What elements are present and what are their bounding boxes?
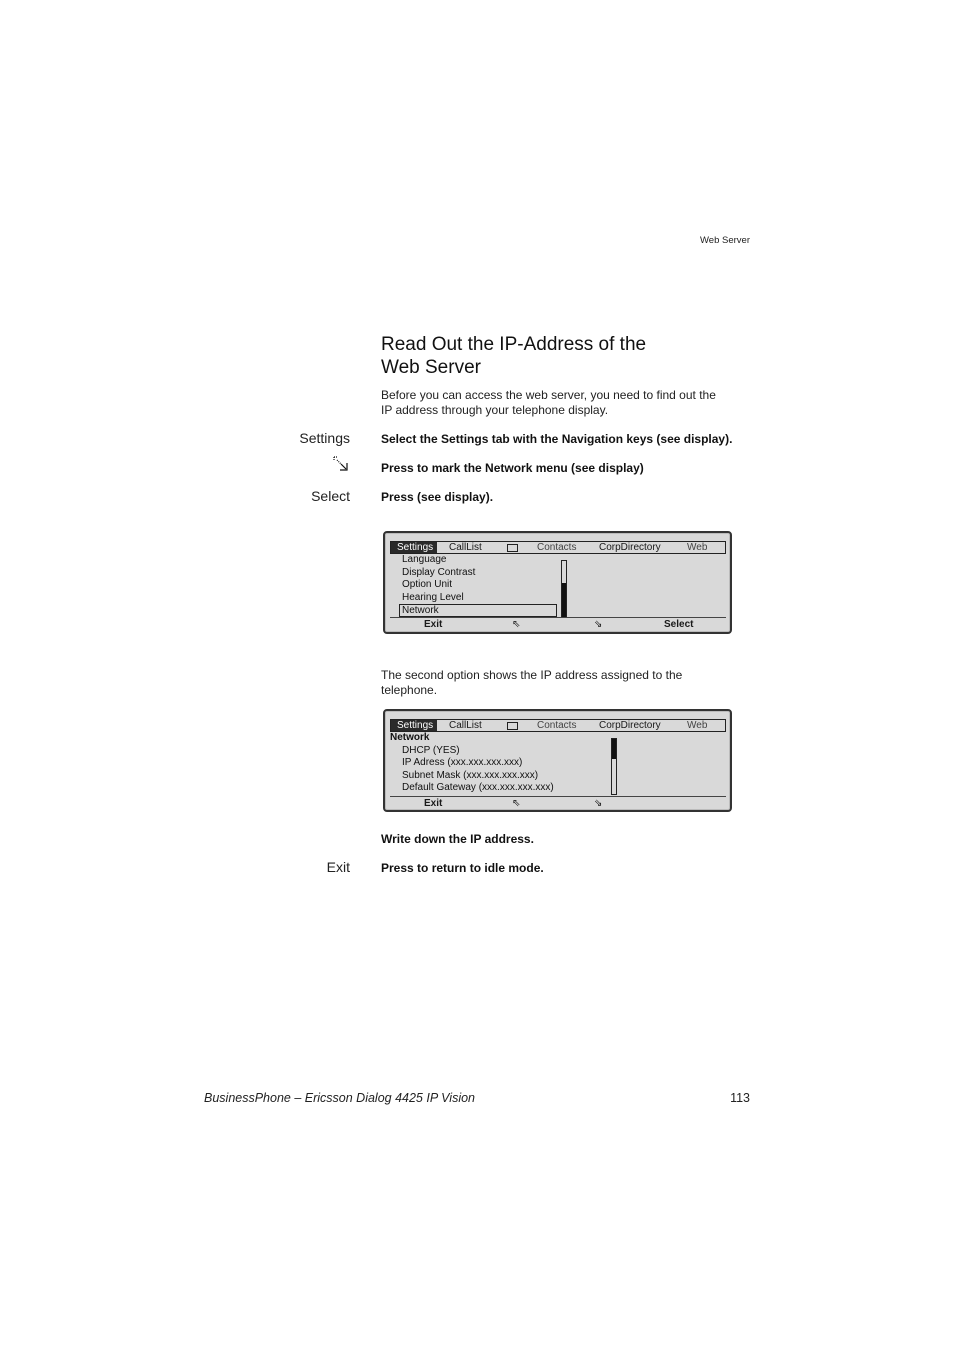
intro-line-2: IP address through your telephone display. (381, 402, 609, 417)
phone-display-settings (383, 531, 732, 634)
tab-corpdirectory[interactable]: CorpDirectory (599, 720, 661, 731)
menu-item-option-unit[interactable]: Option Unit (402, 579, 453, 590)
menu-item-hearing-level[interactable]: Hearing Level (402, 592, 464, 603)
navigation-down-icon (332, 455, 350, 473)
tab-contacts[interactable]: Contacts (537, 542, 577, 553)
title-line-1: Read Out the IP-Address of the (381, 334, 647, 355)
menu-item-default-gateway[interactable]: Default Gateway (xxx.xxx.xxx.xxx) (402, 782, 554, 793)
navigation-up-icon[interactable]: ⇖ (512, 619, 521, 630)
step-instruction: Press (see display). (381, 490, 494, 504)
softkey-select[interactable]: Select (664, 619, 694, 630)
menu-item-language[interactable]: Language (402, 554, 447, 565)
envelope-icon (507, 544, 518, 552)
menu-heading-network: Network (390, 732, 430, 743)
page-title (381, 333, 761, 379)
step-instruction: Select the Settings tab with the Navigation keys (see display). (381, 432, 733, 446)
scrollbar-thumb[interactable] (562, 583, 566, 617)
step-key-exit: Exit (326, 859, 350, 875)
second-option-text (381, 668, 721, 697)
tab-calllist[interactable]: CallList (449, 542, 482, 553)
scrollbar[interactable] (561, 560, 567, 618)
tab-bar (390, 719, 726, 732)
menu-item-network-selected[interactable]: Network (399, 604, 557, 617)
softkey-bar (390, 796, 726, 809)
navigation-down-icon[interactable]: ⇘ (594, 798, 603, 809)
menu-item-display-contrast[interactable]: Display Contrast (402, 567, 476, 578)
intro-paragraph (381, 388, 751, 417)
phone-display-network (383, 709, 732, 812)
scrollbar-thumb[interactable] (612, 739, 616, 759)
softkey-exit[interactable]: Exit (424, 619, 443, 630)
page-number: 113 (730, 1091, 750, 1105)
softkey-bar (390, 617, 726, 630)
tab-settings[interactable]: Settings (391, 542, 437, 553)
step-instruction: Write down the IP address. (381, 832, 534, 846)
navigation-down-icon[interactable]: ⇘ (594, 619, 603, 630)
tab-contacts[interactable]: Contacts (537, 720, 577, 731)
menu-item-subnet-mask[interactable]: Subnet Mask (xxx.xxx.xxx.xxx) (402, 770, 539, 781)
running-header: Web Server (700, 235, 750, 246)
tab-web[interactable]: Web (687, 720, 708, 731)
menu-item-ip-address[interactable]: IP Adress (xxx.xxx.xxx.xxx) (402, 757, 523, 768)
step-key-select: Select (311, 488, 350, 504)
envelope-icon (507, 722, 518, 730)
tab-corpdirectory[interactable]: CorpDirectory (599, 542, 661, 553)
tab-settings[interactable]: Settings (391, 720, 437, 731)
footer-title: BusinessPhone – Ericsson Dialog 4425 IP Vision (204, 1091, 475, 1105)
tab-calllist[interactable]: CallList (449, 720, 482, 731)
step-key-settings: Settings (299, 430, 350, 446)
tab-web[interactable]: Web (687, 542, 708, 553)
intro-line-1: Before you can access the web server, you need to find out the (381, 388, 716, 402)
step-instruction: Press to return to idle mode. (381, 861, 544, 875)
tab-bar (390, 541, 726, 554)
navigation-up-icon[interactable]: ⇖ (512, 798, 521, 809)
second-text-line-1: The second option shows the IP address assigned to the (381, 668, 683, 682)
step-instruction: Press to mark the Network menu (see display) (381, 461, 644, 475)
title-line-2: Web Server (381, 357, 481, 378)
scrollbar[interactable] (611, 738, 617, 795)
softkey-exit[interactable]: Exit (424, 798, 443, 809)
second-text-line-2: telephone. (381, 682, 438, 697)
menu-item-dhcp[interactable]: DHCP (YES) (402, 745, 460, 756)
